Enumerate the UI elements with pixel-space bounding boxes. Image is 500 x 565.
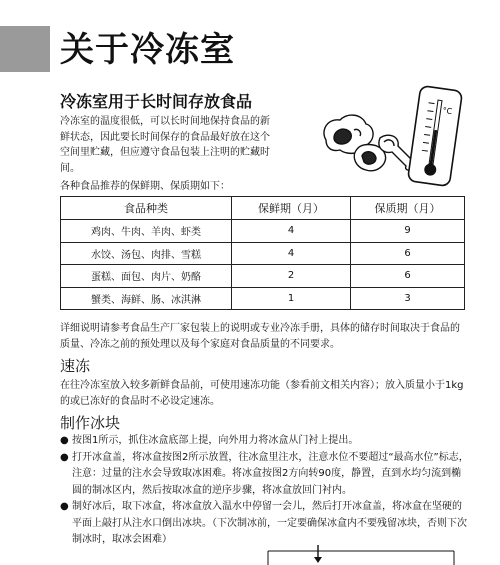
storage-period-table [60, 196, 465, 310]
ice-making-steps [60, 433, 470, 549]
fresh-period-cell: 2 [232, 265, 351, 288]
food-type-cell: 鸡肉、牛肉、羊肉、虾类 [61, 220, 232, 243]
table-row [61, 220, 465, 243]
list-item [60, 433, 470, 450]
shelf-life-cell: 6 [351, 242, 465, 265]
fresh-period-cell: 4 [232, 220, 351, 243]
list-item [60, 499, 470, 549]
table-row [61, 287, 465, 310]
shelf-life-cell: 3 [351, 287, 465, 310]
table-caption: 各种食品推荐的保鲜期、保质期如下： [60, 181, 230, 192]
intro-paragraph: 冷冻室的温度很低，可以长时间地保持食品的新鲜状态，因此要长时间保存的食品最好放在这个空间里贮藏，但应遵守食品包装上注明的贮藏时间。 [60, 116, 270, 174]
food-type-cell: 蟹类、海鲜、肠、冰淇淋 [61, 287, 232, 310]
bullet-icon: ● [60, 451, 69, 463]
frozen-food-thermometer-illustration [318, 82, 468, 192]
food-type-cell: 蛋糕、面包、肉片、奶酪 [61, 265, 232, 288]
list-item [60, 450, 470, 500]
section-marker-block [0, 26, 50, 72]
page-title: 关于冷冻室 [60, 30, 235, 70]
quick-freeze-paragraph: 在往冷冻室放入较多新鲜食品前，可使用速冻功能（参看前文相关内容）；放入质量小于1kg的或已冻好的食品时不必设定速冻。 [60, 380, 464, 407]
table-row [61, 242, 465, 265]
ice-making-heading: 制作冰块 [60, 414, 121, 432]
food-type-cell: 水饺、汤包、肉排、雪糕 [61, 242, 232, 265]
table-row [61, 265, 465, 288]
step-text: 打开冰盒盖，将冰盒按图2所示放置，往冰盒里注水，注意水位不要超过“最高水位”标志，注意：过量的注水会导致取冰困难。将冰盒按图2方向转90度，静置，直到水均匀流到椭圆的制冰区内，然后按取冰盒的逆序步骤，将冰盒放回门衬内。 [72, 451, 469, 496]
quick-freeze-heading: 速冻 [60, 357, 91, 375]
thermometer-icon [408, 86, 463, 187]
storage-note-paragraph: 详细说明请参考食品生产厂家包装上的说明或专业冷冻手册，具体的储存时间取决于食品的质量、冷冻之前的预处理以及每个家庭对食品质量的不同要求。 [60, 323, 460, 350]
frozen-meat-icon [324, 115, 415, 171]
thermometer-unit-label: °C [442, 105, 453, 117]
section-heading: 冷冻室用于长时间存放食品 [60, 92, 253, 111]
column-header-food-type: 食品种类 [61, 197, 232, 220]
bullet-icon: ● [60, 435, 69, 446]
step-text: 按图1所示，抓住冰盒底部上提，向外用力将冰盒从门衬上提出。 [72, 435, 359, 446]
fresh-period-cell: 4 [232, 242, 351, 265]
shelf-life-cell: 9 [351, 220, 465, 243]
bullet-icon: ● [60, 501, 69, 512]
step-text: 制好冰后，取下冰盒，将冰盒放入温水中停留一会儿，然后打开冰盒盖，将冰盒在坚硬的平面上敲打从注水口倒出冰块。（下次制冰前，一定要确保冰盒内不要残留冰块，否则下次制冰时，取冰会困难） [72, 501, 467, 545]
shelf-life-cell: 6 [351, 265, 465, 288]
column-header-shelf-life: 保质期（月） [351, 197, 465, 220]
table-header-row [61, 197, 465, 220]
ice-tray-figure-partial [266, 545, 456, 565]
column-header-fresh-period: 保鲜期（月） [232, 197, 351, 220]
fresh-period-cell: 1 [232, 287, 351, 310]
